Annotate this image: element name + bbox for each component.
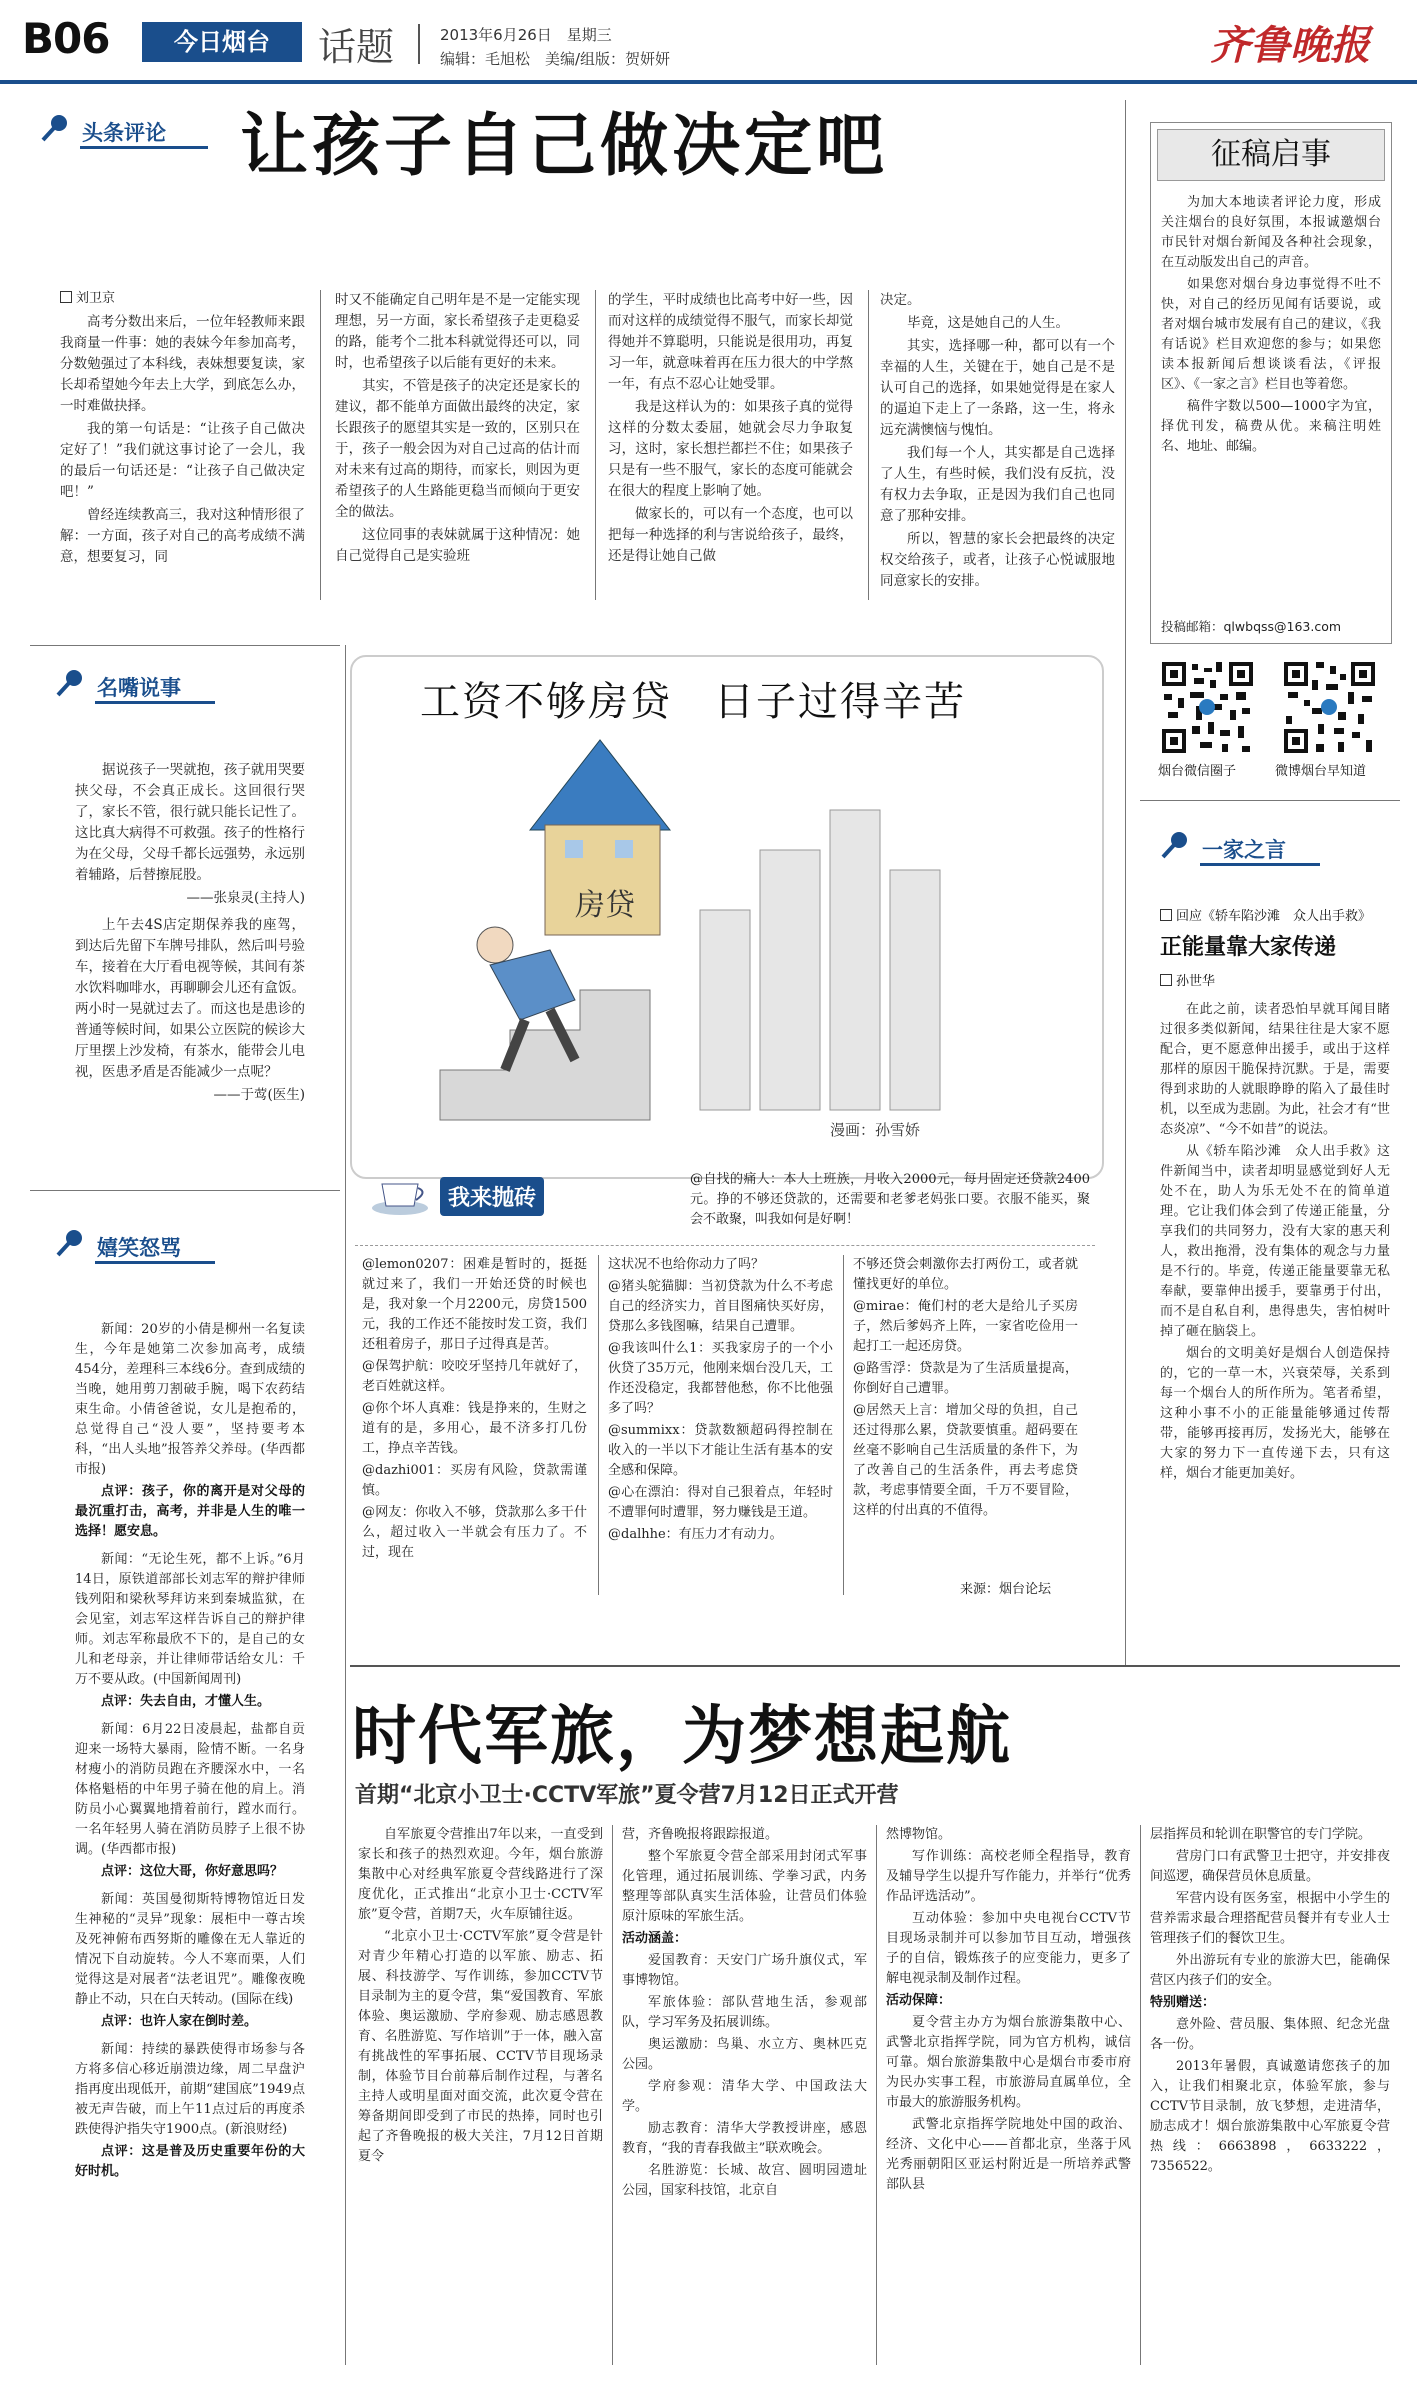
family-tag-label: 一家之言 xyxy=(1202,838,1286,862)
paragraph: 军营内设有医务室，根据中小学生的营养需求最合理搭配营员餐并有专业人士管理孩子们的餐饮卫生。 xyxy=(1150,1891,1390,1946)
paragraph: 自军旅夏令营推出7年以来，一直受到家长和孩子的热烈欢迎。今年，烟台旅游集散中心对经典军旅夏令营线路进行了深度优化，正式推出“北京小卫士·CCTV军旅”夏令营，首期7天，火车原铺往返。 xyxy=(358,1827,603,1922)
forum-comment: @心在漂泊：得对自己狠着点，年轻时不遭罪何时遭罪，努力赚钱是王道。 xyxy=(608,1485,833,1520)
feature-col-2 xyxy=(622,1825,867,2365)
paragraph: 外出游玩有专业的旅游大巴，能确保营区内孩子们的安全。 xyxy=(1150,1953,1390,1988)
quote-signature: ——于莺(医生) xyxy=(213,1087,305,1103)
joke-item xyxy=(75,1720,305,1882)
section-rule xyxy=(355,1245,1095,1247)
lead-col-3 xyxy=(608,290,853,600)
qr-code-wechat[interactable] xyxy=(1160,660,1255,755)
joke-news: 新闻：“无论生死，都不上诉。”6月14日，原铁道部部长刘志军的辩护律师钱列阳和梁秋琴拜访来到秦城监狱，在会见室，刘志军这样告诉自己的辩护律师。刘志军称最欣不下的，是自己的女儿和老母亲，并让律师带话给女儿：千万不要从政。(中国新闻周刊) xyxy=(75,1552,305,1687)
forum-intro: @自找的痛人：本人上班族，月收入2000元，每月固定还贷款2400元。挣的不够还贷款的，还需要和老爹老妈张口要。衣服不能买，聚会不敢聚，叫我如何是好啊！ xyxy=(690,1172,1090,1227)
microphone-icon xyxy=(40,113,70,143)
family-body xyxy=(1160,1000,1390,1655)
quote-text: 据说孩子一哭就抱，孩子就用哭要挟父母，不会真正成长。这回很行哭了，家长不管，很行就只能长记性了。这比真大病得不可救强。孩子的性格行为在父母，父母千都长远强势，永远别着辅路，后替擦屁股。 xyxy=(75,762,305,883)
forum-comment: @猪头鸵猫脚：当初贷款为什么不考虑自己的经济实力，首目图痛快买好房，贷那么多钱图嘛，结果自己遭罪。 xyxy=(608,1279,833,1334)
tag-underline xyxy=(95,701,215,704)
paragraph: 在此之前，读者恐怕早就耳闻目睹过很多类似新闻，结果往往是大家不愿配合，更不愿意伸出援手，或出于这样那样的原因干脆保持沉默。于是，需要得到求助的人就眼睁睁的陷入了最佳时机，以至成为悲剧。为此，社会才有“世态炎凉”、“今不如昔”的说法。 xyxy=(1160,1002,1390,1137)
paragraph: 层指挥员和轮训在职警官的专门学院。 xyxy=(1150,1827,1372,1842)
call-title: 征稿启事 xyxy=(1157,129,1385,181)
column-rule xyxy=(612,1825,613,2365)
square-bullet-icon xyxy=(60,291,72,303)
paragraph: 做家长的，可以有一个态度，也可以把每一种选择的利与害说给孩子，最终，还是得让她自己做 xyxy=(608,506,853,564)
lead-tag-label: 头条评论 xyxy=(82,121,166,145)
forum-comment: 这状况不也给你动力了吗？ xyxy=(608,1257,765,1272)
newspaper-logo: 齐鲁晚报 xyxy=(1210,22,1370,69)
qr-caption-wechat: 烟台微信圈子 xyxy=(1158,764,1237,779)
paragraph: 营房门口有武警卫士把守，并安排夜间巡逻，确保营员休息质量。 xyxy=(1150,1849,1390,1884)
editor-credits: 编辑：毛旭松 美编/组版：贺妍妍 xyxy=(440,50,671,68)
forum-comment: @你个坏人真难：钱是挣来的，生财之道有的是，多用心，最不济多打几份工，挣点辛苦钱。 xyxy=(362,1401,587,1456)
paragraph: 为加大本地读者评论力度，形成关注烟台的良好氛围，本报诚邀烟台市民针对烟台新闻及各种社会现象，在互动版发出自己的声音。 xyxy=(1161,195,1381,270)
qr-code-icon xyxy=(1160,660,1255,755)
forum-comment: @summixx：贷款数额超码得控制在收入的一半以下才能让生活有基本的安全感和保障。 xyxy=(608,1423,833,1478)
joke-news: 新闻：持续的暴跌使得市场参与各方将多信心移近崩溃边缘，周二早盘沪指再度出现低开，前期“建国底”1949点被无声告破，而上午11点过后的再度杀跌使得沪指失守1900点。(新浪财经) xyxy=(75,2042,305,2137)
page-number: B06 xyxy=(22,14,110,63)
forum-comment: @lemon0207：困难是暂时的，挺挺就过来了，我们一开始还贷的时候也是，我对象一个月2200元，房贷1500元，我的工作还不能按时发工资，我们还租着房子，那日子过得真是苦。 xyxy=(362,1257,587,1352)
paragraph: 我的第一句话是：“让孩子自己做决定好了！”我们就这事讨论了一会儿，我的最后一句话还是：“让孩子自己做决定吧！” xyxy=(60,421,305,500)
forum-comment: @dalhhe：有压力才有动力。 xyxy=(608,1527,783,1542)
joke-comment: 点评：这是普及历史重要年份的大好时机。 xyxy=(75,2144,305,2179)
microphone-icon xyxy=(55,668,85,698)
joke-comment: 点评：也许人家在倒时差。 xyxy=(101,2014,258,2029)
joke-comment: 点评：孩子，你的离开是对父母的最沉重打击，高考，并非是人生的唯一选择！愿安息。 xyxy=(75,1484,305,1539)
column-rule xyxy=(876,1825,877,2365)
jokes-tag-label: 嬉笑怒骂 xyxy=(97,1236,181,1260)
joke-comment: 点评：失去自由，才懂人生。 xyxy=(101,1694,271,1709)
comic-title: 工资不够房贷 日子过得辛苦 xyxy=(420,679,966,725)
quote-text: 上午去4S店定期保养我的座驾，到达后先留下车牌号排队，然后叫号验车，接着在大厅看电视等候，其间有茶水饮料咖啡水，再聊聊会儿还有盒饭。两小时一晃就过去了。而这也是患诊的普通等候时间，如果公立医院的候诊大厅里摆上沙发椅，有茶水，能带会儿电视，医患矛盾是否能减少一点呢？ xyxy=(75,917,305,1080)
paragraph: 整个军旅夏令营全部采用封闭式军事化管理，通过拓展训练、学拳习武，内务整理等部队真实生活体验，让营员们体验原汁原味的军旅生活。 xyxy=(622,1849,867,1924)
joke-item xyxy=(75,2040,305,2182)
forum-source: 来源：烟台论坛 xyxy=(960,1582,1052,1597)
paragraph: 营，齐鲁晚报将跟踪报道。 xyxy=(622,1827,779,1842)
family-ref xyxy=(1160,905,1371,924)
paragraph: 互动体验：参加中央电视台CCTV节目现场录制并可以参加节目互动，增强孩子的自信，锻炼孩子的应变能力，更多了解电视录制及制作过程。 xyxy=(886,1911,1131,1986)
lead-author xyxy=(60,288,115,309)
square-bullet-icon xyxy=(1160,974,1172,986)
paragraph: 所以，智慧的家长会把最终的决定权交给孩子，或者，让孩子心悦诚服地同意家长的安排。 xyxy=(880,531,1115,589)
feature-subheading: 活动保障： xyxy=(886,1993,952,2008)
column-rule xyxy=(345,645,346,2365)
paragraph: 意外险、营员服、集体照、纪念光盘各一份。 xyxy=(1150,2017,1390,2052)
coffee-cup-icon xyxy=(370,1170,430,1220)
qr-code-weibo[interactable] xyxy=(1282,660,1377,755)
family-author xyxy=(1160,970,1215,989)
lead-title: 让孩子自己做决定吧 xyxy=(240,106,889,186)
section-rule xyxy=(30,645,340,646)
author-name: 孙世华 xyxy=(1176,974,1216,989)
forum-comment: @dazhi001：买房有风险，贷款需谨慎。 xyxy=(362,1463,587,1498)
forum-comment: 不够还贷会刺激你去打两份工，或者就懂找更好的单位。 xyxy=(853,1257,1078,1292)
family-ref-text: 回应《轿车陷沙滩 众人出手救》 xyxy=(1176,909,1372,924)
call-box xyxy=(1150,122,1392,644)
call-email: 投稿邮箱：qlwbqss@163.com xyxy=(1161,619,1342,634)
forum-col-1 xyxy=(362,1255,587,1595)
forum-comment: @居然天上言：增加父母的负担，自己还过得那么累，贷款要慎重。超码要在丝毫不影响自己生活质量的条件下，为了改善自己的生活条件，再去考虑贷款，考虑事情要全面，千万不要冒险，这样的付出真的不值得。 xyxy=(853,1403,1078,1518)
section-topic: 话题 xyxy=(318,25,395,69)
joke-item xyxy=(75,1550,305,1712)
paragraph: 烟台的文明美好是烟台人创造保持的，它的一草一木，兴衰荣辱，关系到每一个烟台人的所作所为。笔者希望，这种小事不小的正能量能够通过传帮带，能够再接再厉，发扬光大，能够在大家的努力下一直传递下去，只有这样，烟台才能更加美好。 xyxy=(1160,1346,1390,1481)
paragraph: 武警北京指挥学院地处中国的政治、经济、文化中心——首都北京，坐落于风光秀丽朝阳区亚运村附近是一所培养武警部队县 xyxy=(886,2117,1131,2192)
call-body xyxy=(1151,187,1391,457)
forum-corner-badge xyxy=(370,1165,550,1235)
comic-credit: 漫画：孙雪娇 xyxy=(830,1121,921,1139)
paragraph: 夏令营主办方为烟台旅游集散中心、武警北京指挥学院，同为官方机构，诚信可靠。烟台旅游集散中心是烟台市委市府为民办实事工程，市旅游局直属单位，全市最大的旅游服务机构。 xyxy=(886,2015,1131,2110)
forum-comment: @保驾护航：咬咬牙坚持几年就好了，老百姓就这样。 xyxy=(362,1359,587,1394)
paragraph: 然博物馆。 xyxy=(886,1827,952,1842)
quotes-body xyxy=(75,760,305,1260)
comic-house-label: 房贷 xyxy=(575,888,635,923)
lead-col-2 xyxy=(335,290,580,600)
paragraph: “北京小卫士·CCTV军旅”夏令营是针对青少年精心打造的以军旅、励志、拓展、科技游学、写作训练，参加CCTV节目录制为主的夏令营，集“爱国教育、军旅体验、奥运激励、学府参观、励志感恩教育、名胜游览、写作培训”于一体，融入富有挑战性的军事拓展、CCTV节目现场录制，体验节目台前幕后制作过程，与著名主持人或明星面对面交流，此次夏令营在筹备期间即受到了市民的热捧，同时也引起了齐鲁晚报的极大关注，7月12日首期夏令 xyxy=(358,1929,603,2164)
paragraph: 励志教育：清华大学教授讲座，感恩教育，“我的青春我做主”联欢晚会。 xyxy=(622,2121,867,2156)
paragraph: 我们每一个人，其实都是自己选择了人生，有些时候，我们没有反抗，没有权力去争取，正是因为我们自己也同意了那种安排。 xyxy=(880,445,1115,524)
lead-col-4 xyxy=(880,290,1115,600)
forum-comment: @网友：你收入不够，贷款那么多干什么，超过收入一半就会有压力了。不过，现在 xyxy=(362,1505,587,1560)
forum-col-2 xyxy=(608,1255,833,1595)
microphone-icon xyxy=(1160,830,1190,860)
paragraph: 爱国教育：天安门广场升旗仪式，军事博物馆。 xyxy=(622,1953,867,1988)
paragraph: 稿件字数以500—1000字为宜，择优刊发，稿费从优。来稿注明姓名、地址、邮编。 xyxy=(1161,399,1381,454)
paragraph: 其实，选择哪一种，都可以有一个幸福的人生，关键在于，她自己是不是认可自己的选择，如果她觉得是在家人的逼迫下走上了一条路，这一生，将永远充满懊恼与愧怕。 xyxy=(880,338,1115,438)
joke-news: 新闻：6月22日凌晨起，盐都自贡迎来一场特大暴雨，险情不断。一名身材瘦小的消防员跑在齐腰深水中，一名体格魁梧的中年男子骑在他的肩上。消防员小心翼翼地揹着前行，蹚水而行。一名年轻男人骑在消防员脖子上很不协调。(华西都市报) xyxy=(75,1722,305,1857)
paragraph: 我是这样认为的：如果孩子真的觉得这样的分数太委屈，她就会尽力争取复习，这时，家长想拦都拦不住；如果孩子只是有一些不服气，家长的态度可能就会在很大的程度上影响了她。 xyxy=(608,399,853,499)
tag-underline xyxy=(80,146,208,149)
author-name: 刘卫京 xyxy=(76,291,116,306)
tag-underline xyxy=(1200,863,1320,866)
lead-col-1 xyxy=(60,312,305,600)
paragraph: 时又不能确定自己明年是不是一定能实现理想，另一方面，家长希望孩子走更稳妥的路，能考个二批本科就觉得还可以，同时，也希望孩子以后能有更好的未来。 xyxy=(335,292,580,371)
feature-subheading: 特别赠送： xyxy=(1150,1995,1216,2010)
quotes-tag xyxy=(55,668,225,704)
joke-item xyxy=(75,1320,305,1542)
joke-news: 新闻：英国曼彻斯特博物馆近日发生神秘的“灵异”现象：展柜中一尊古埃及死神俯布西努斯的雕像在无人靠近的情况下自动旋转。今人不寒而栗，人们觉得这是对展者“法老诅咒”。雕像夜晚静止不动，只在白天转动。(国际在线) xyxy=(75,1892,305,2007)
feature-col-4 xyxy=(1150,1825,1390,2365)
section-rule xyxy=(1140,800,1400,801)
column-rule xyxy=(868,290,869,600)
joke-comment: 点评：这位大哥，你好意思吗？ xyxy=(101,1864,284,1879)
feature-title: 时代军旅，为梦想起航 xyxy=(352,1699,1012,1774)
paragraph: 毕竟，这是她自己的人生。 xyxy=(907,315,1069,331)
jokes-tag xyxy=(55,1228,225,1264)
header-rule xyxy=(0,80,1417,84)
quote-signature: ——张泉灵(主持人) xyxy=(186,890,305,906)
paragraph: 军旅体验：部队营地生活，参观部队，学习军务及拓展训练。 xyxy=(622,1995,867,2030)
section-badge: 今日烟台 xyxy=(142,22,302,62)
forum-comment: @路雪浮：贷款是为了生活质量提高，你倒好自己遭罪。 xyxy=(853,1361,1078,1396)
jokes-body xyxy=(75,1320,305,2365)
paragraph: 写作训练：高校老师全程指导，教育及辅导学生以提升写作能力，并举行“优秀作品评选活动”。 xyxy=(886,1849,1131,1904)
paragraph: 奥运激励：鸟巢、水立方、奥林匹克公园。 xyxy=(622,2037,867,2072)
forum-col-3 xyxy=(853,1255,1078,1575)
feature-subtitle: 首期“北京小卫士·CCTV军旅”夏令营7月12日正式开营 xyxy=(355,1783,899,1808)
feature-col-1 xyxy=(358,1825,603,2365)
issue-date: 2013年6月26日 星期三 xyxy=(440,26,612,44)
family-title: 正能量靠大家传递 xyxy=(1160,934,1337,960)
column-rule xyxy=(320,290,321,600)
forum-comment: @我该叫什么1：买我家房子的一个小伙贷了35万元，他刚来烟台没几天，工作还没稳定，我都替他愁，你不比他强多了吗？ xyxy=(608,1341,833,1416)
paragraph: 高考分数出来后，一位年轻教师来跟我商量一件事：她的表妹今年参加高考，分数勉强过了本科线，表妹想要复读，家长却希望她今年去上大学，到底怎么办，一时难做抉择。 xyxy=(60,314,305,414)
paragraph: 其实，不管是孩子的决定还是家长的建议，都不能单方面做出最终的决定，家长跟孩子的愿望其实是一致的，区别只在于，孩子一般会因为对自己过高的估计而对未来有过高的期待，而家长，则因为更希望孩子的人生路能更稳当而倾向于更安全的做法。 xyxy=(335,378,580,520)
comic-illustration xyxy=(400,720,1100,1150)
paragraph: 的学生，平时成绩也比高考中好一些，因而对这样的成绩觉得不服气，而家长却觉得她并不算聪明，只能说是很用功，再复习一年，就意味着再在压力很大的中学熬一年，有点不忍心让她受罪。 xyxy=(608,292,853,392)
column-rule xyxy=(598,1255,599,1595)
paragraph: 曾经连续教高三，我对这种情形很了解：一方面，孩子对自己的高考成绩不满意，想要复习，同 xyxy=(60,507,305,565)
paragraph: 如果您对烟台身边事觉得不吐不快，对自己的经历见闻有话要说，或者对烟台城市发展有自己的建议，《我有话说》栏目欢迎您的参与；如果您读本报新闻后想谈谈看法，《评报区》、《一家之言》栏目也等着您。 xyxy=(1161,277,1381,392)
column-rule xyxy=(843,1255,844,1595)
forum-corner-label: 我来抛砖 xyxy=(440,1177,544,1216)
column-rule xyxy=(1140,1825,1141,2365)
feature-col-3 xyxy=(886,1825,1131,2365)
joke-news: 新闻：20岁的小倩是柳州一名复读生，今年是她第二次参加高考，成绩454分，差理科三本线6分。查到成绩的当晚，她用剪刀割破手腕，喝下农药结束生命。小倩爸爸说，女儿是抱希的，总觉得自己“没人要”，坚持要考本科，“出人头地”报答养父养母。(华西都市报) xyxy=(75,1322,305,1477)
paragraph: 名胜游览：长城、故宫、圆明园遗址公园，国家科技馆，北京自 xyxy=(622,2163,867,2198)
tag-underline xyxy=(95,1261,215,1264)
paragraph: 从《轿车陷沙滩 众人出手救》这件新闻当中，读者却明显感觉到好人无处不在，助人为乐无处不在的简单道理。它让我们体会到了传递正能量，分享我们的共同努力，没有大家的惠天利人，救出拖滑，没有集体的观念与力量是不行的。毕竟，传递正能量要靠无私奉献，要靠伸出援手，要靠勇于付出，而不是自私自利，患得患失，害怕树叶掉了砸在脑袋上。 xyxy=(1160,1144,1390,1339)
section-rule xyxy=(350,1665,1400,1667)
qr-code-icon xyxy=(1282,660,1377,755)
paragraph: 学府参观：清华大学、中国政法大学。 xyxy=(622,2079,867,2114)
family-tag xyxy=(1160,830,1330,866)
paragraph: 决定。 xyxy=(880,292,921,308)
microphone-icon xyxy=(55,1228,85,1258)
column-rule xyxy=(1125,100,1126,1665)
header-divider xyxy=(418,24,420,64)
column-rule xyxy=(595,290,596,600)
quotes-tag-label: 名嘴说事 xyxy=(97,676,181,700)
joke-item xyxy=(75,1890,305,2032)
feature-subheading: 活动涵盖： xyxy=(622,1931,688,1946)
section-rule xyxy=(30,1190,340,1191)
lead-tag xyxy=(40,113,210,149)
square-bullet-icon xyxy=(1160,909,1172,921)
qr-caption-weibo: 微博烟台早知道 xyxy=(1275,764,1367,779)
paragraph: 2013年暑假，真诚邀请您孩子的加入，让我们相聚北京，体验军旅，参与CCTV节目录制，放飞梦想，走进清华，励志成才！烟台旅游集散中心军旅夏令营热线：6663898，6633222，7356522。 xyxy=(1150,2059,1390,2174)
paragraph: 这位同事的表妹就属于这种情况：她自己觉得自己是实验班 xyxy=(335,527,580,564)
forum-comment: @mirae：俺们村的老大是给儿子买房子，然后爹妈齐上阵，一家省吃俭用一起打工一起还房贷。 xyxy=(853,1299,1078,1354)
